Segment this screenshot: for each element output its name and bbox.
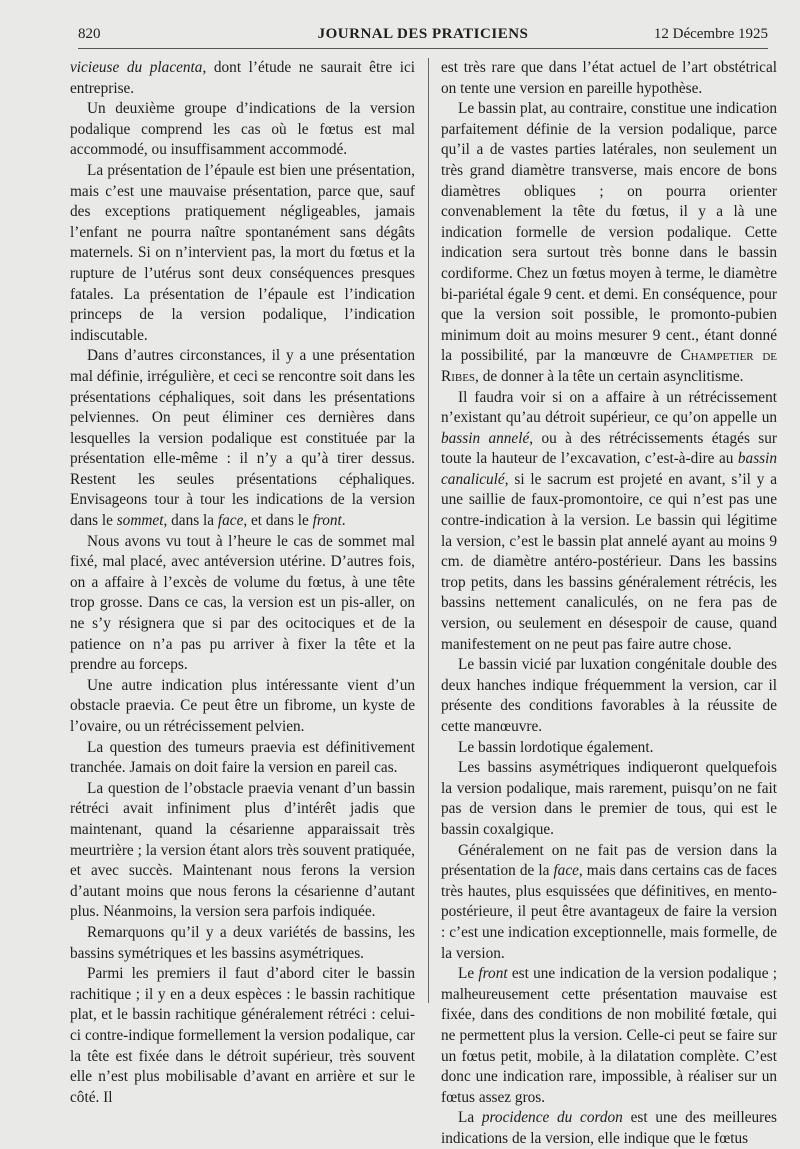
italic-term: vicieuse du placenta	[70, 59, 203, 76]
paragraph	[70, 779, 415, 923]
paragraph	[441, 738, 777, 759]
text-segment: , si le sacrum est projeté en avant, s’il y a une saillie de faux-promontoire, ce qui n’est pas une contre-indication à la version. Le bassin qui légitime la version, c’est le bassin plat annelé ayant au moins 9 cm. de diamètre antéro-postérieur. Dans les bassins trop petits, dans les bassins généralement rétrécis, les bassins nettement canaliculés, on ne fera pas de version, ou seulement en désespoir de cause, quand manifestement on ne peut pas faire autre chose.	[441, 470, 777, 653]
paragraph	[70, 738, 415, 779]
paragraph	[441, 388, 777, 656]
text-segment: est une des meilleures indications de la version, elle indique que le fœtus	[441, 1109, 778, 1147]
right-column	[441, 58, 777, 1149]
italic-term: front	[478, 965, 508, 983]
text-segment: Un deuxième groupe d’indications de la version podalique comprend les cas où le fœtus est mal accommodé, ou insuffisamment accommodé.	[70, 100, 415, 159]
paragraph	[70, 964, 415, 1108]
italic-term: bassin canaliculé	[441, 450, 777, 488]
text-segment: , et dans le	[243, 512, 313, 530]
paragraph	[441, 1108, 777, 1149]
issue-date: 12 Décembre 1925	[653, 26, 768, 42]
italic-term: face	[553, 862, 579, 880]
text-segment: Nous avons vu tout à l’heure le cas de sommet mal fixé, mal placé, avec antéversion utérine. D’autres fois, on a affaire à l’excès de volume du fœtus, à une tête trop grosse. Dans ce cas, la version est un pis-aller, on ne s’y résignera que si par des ocitociques et de la patience on n’a pas pu arriver à fixer la tête et la prendre au forceps.	[70, 532, 415, 674]
text-segment: est une indication de la version podalique ; malheureusement cette présentation mauvaise est fixée, dans des conditions de non mobilité fœtale, qui ne permettent plus la version. Celle-ci peut se faire sur un fœtus petit, mobile, à la dilatation complète. C’est donc une indication rare, impossible, à réaliser sur un fœtus assez gros.	[441, 965, 777, 1106]
italic-term: procidence du cordon	[481, 1109, 623, 1127]
italic-term: bassin annelé	[441, 429, 530, 447]
text-segment: La	[458, 1109, 482, 1127]
paragraph	[441, 758, 777, 840]
text-segment: Le bassin lordotique également.	[458, 738, 654, 756]
column-divider	[428, 58, 429, 1003]
text-segment: Généralement on ne fait pas de version dans la présentation de la	[441, 841, 777, 880]
text-segment: Dans d’autres circonstances, il y a une présentation mal définie, irrégulière, et ceci se rencontre soit dans les présentations céphaliques, soit dans les présentations pelviennes. On peut éliminer ces dernières dans lesquelles la version podalique est constituée par la présentation elle-même : il n’y a qu’à tirer dessus. Restent les seules présentations céphaliques. Envisageons tour à tour les indications de la version dans le	[70, 347, 415, 530]
text-segment: , dont l’étude ne saurait être ici entreprise.	[70, 59, 415, 97]
text-segment: La question des tumeurs praevia est définitivement tranchée. Jamais on doit faire la version en pareil cas.	[70, 738, 415, 777]
text-segment: La question de l’obstacle praevia venant d’un bassin rétréci avait infiniment plus d’intérêt jadis que maintenant, quand la césarienne apparaissait très meurtrière ; la version étant alors très souvent pratiquée, et avec succès. Maintenant nous ferons la version d’autant moins que nous ferons la césarienne d’autant plus. Néanmoins, la version sera parfois indiquée.	[70, 779, 415, 921]
italic-term: sommet	[116, 512, 164, 530]
text-segment: Le	[458, 965, 479, 983]
page-number: 820	[78, 26, 101, 42]
paragraph	[70, 923, 415, 964]
paragraph	[70, 161, 415, 346]
text-segment: , ou à des rétrécissements étagés sur toute la hauteur de l’excavation, c’est-à-dire au	[441, 429, 777, 468]
paragraph	[70, 676, 415, 738]
text-segment: est très rare que dans l’état actuel de l’art obstétrical on tente une version en pareille hypothèse.	[441, 59, 777, 97]
text-segment: , de donner à la tête un certain asynclitisme.	[475, 367, 744, 385]
journal-title: JOURNAL DES PRATICIENS	[317, 26, 529, 42]
text-segment: Les bassins asymétriques indiqueront quelquefois la version podalique, mais rarement, puisqu’on ne fait pas de version dans le premier de tous, qui est le bassin coxalgique.	[441, 759, 777, 838]
text-segment: Remarquons qu’il y a deux variétés de bassins, les bassins symétriques et les bassins asymétriques.	[70, 923, 415, 962]
author-name: Champetier de Ribes	[441, 347, 777, 385]
text-segment: , mais dans certains cas de faces très hautes, plus esquissées que définitives, en mento-postérieure, il peut être avantageux de faire la version : c’est une indication exceptionnelle, mais formelle, de la version.	[441, 862, 777, 962]
text-segment: La présentation de l’épaule est bien une présentation, mais c’est une mauvaise présentation, parce que, sauf des exceptions pratiquement négligeables, jamais l’enfant ne pourra naître spontanément sans dégâts maternels. Si on n’intervient pas, la mort du fœtus et la rupture de l’utérus sont deux conséquences presques fatales. La présentation de l’épaule est l’indication princeps de la version podalique, l’indication indiscutable.	[70, 161, 415, 344]
page-header	[78, 26, 768, 49]
text-segment: Parmi les premiers il faut d’abord citer le bassin rachitique ; il y en a deux espèces : le bassin rachitique plat, et le bassin rachitique généralement rétréci : celui-ci contre-indique formellement la version podalique, car la tête est fixée dans le détroit supérieur, très souvent elle n’est plus mobilisable d’avant en arrière et sur le côté. Il	[70, 965, 415, 1106]
paragraph	[70, 99, 415, 161]
text-segment: Le bassin vicié par luxation congénitale double des deux hanches indique fréquemment la version, car il présente des conditions favorables à la réussite de cette manœuvre.	[441, 656, 777, 735]
paragraph	[441, 58, 777, 99]
paragraph	[441, 841, 777, 965]
paragraph	[441, 99, 777, 387]
paragraph	[441, 964, 777, 1108]
text-segment: Il faudra voir si on a affaire à un rétrécissement n’existant qu’au détroit supérieur, ce qu’on appelle un	[441, 388, 777, 427]
paragraph	[441, 655, 777, 737]
text-segment: .	[341, 512, 346, 530]
left-column	[70, 58, 415, 1108]
text-segment: Le bassin plat, au contraire, constitue une indication parfaitement définie de la version podalique, parce qu’il a de vastes parties latérales, non seulement un très grand diamètre transverse, mais encore de bons diamètres obliques ; on pourra orienter convenablement la tête du fœtus, il y a là une indication formelle de version podalique. Cette indication sera surtout très bonne dans le bassin cordiforme. Chez un fœtus moyen à terme, le diamètre bi-pariétal égale 9 cent. et demi. En conséquence, pour que la version soit possible, le promonto-pubien minimum doit au moins mesurer 9 cent., étant donné la possibilité, par la manœuvre de	[441, 100, 778, 365]
text-segment: , dans la	[163, 512, 218, 530]
paragraph	[70, 58, 415, 99]
italic-term: face	[217, 512, 244, 530]
italic-term: front	[312, 512, 342, 530]
text-segment: Une autre indication plus intéressante vient d’un obstacle praevia. Ce peut être un fibrome, un kyste de l’ovaire, ou un rétrécissement pelvien.	[70, 676, 415, 735]
paragraph	[70, 346, 415, 531]
paragraph	[70, 532, 415, 676]
